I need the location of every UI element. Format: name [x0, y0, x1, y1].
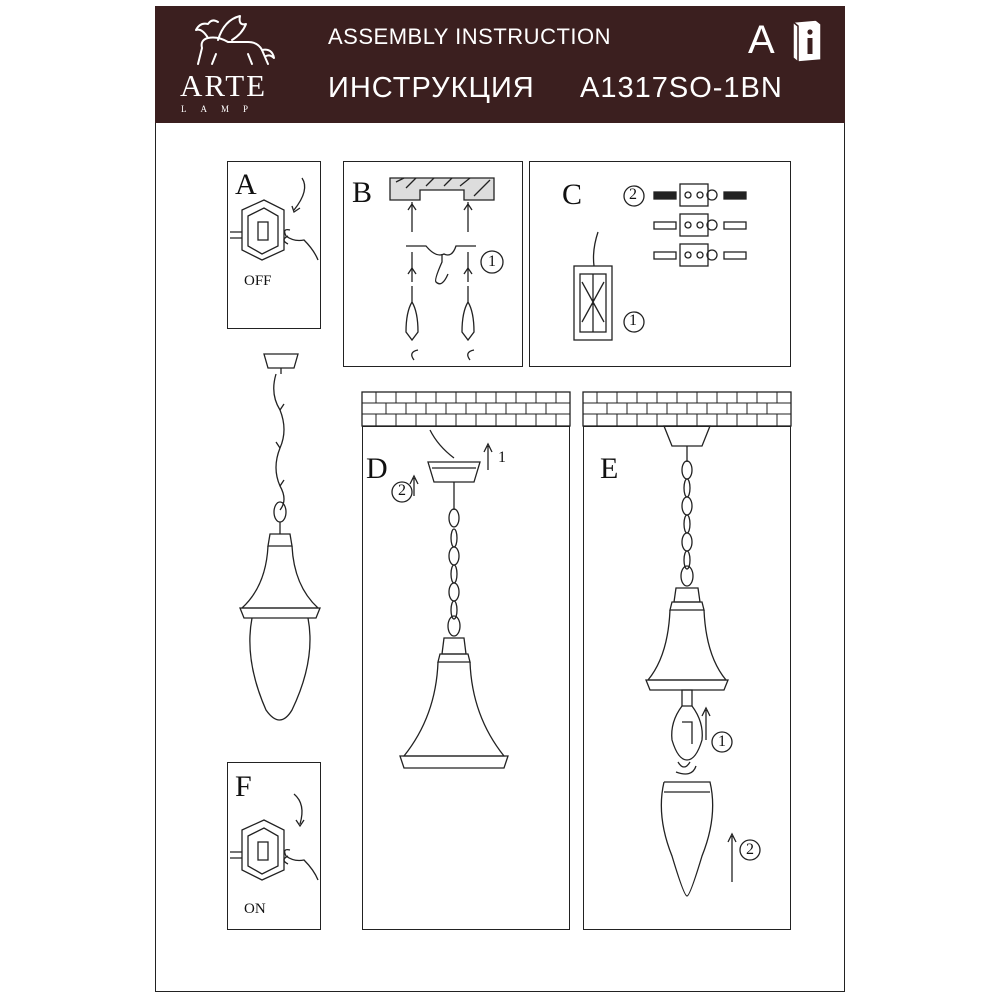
step-f-state: ON — [244, 901, 266, 917]
griffin-logo-icon — [188, 14, 278, 70]
title-russian: ИНСТРУКЦИЯ — [328, 72, 535, 104]
info-book-icon — [790, 18, 824, 62]
ceiling-brick-d — [362, 392, 570, 426]
wall-switch-on-icon — [230, 790, 320, 890]
step-b-label: B — [352, 176, 373, 209]
step-b-num-1: 1 — [488, 253, 496, 270]
step-c-num-1: 1 — [629, 312, 637, 329]
bulb-shade-illustration — [630, 426, 780, 916]
canopy-chain-illustration — [380, 426, 560, 786]
step-d-num-1: 1 — [498, 449, 506, 466]
ceiling-brick-e — [583, 392, 791, 426]
step-d-label: D — [366, 452, 388, 485]
wall-switch-icon — [230, 170, 320, 270]
step-e-label: E — [600, 452, 619, 485]
step-f-label: F — [235, 770, 252, 803]
brand-wordmark: ARTE — [180, 68, 268, 103]
step-e-num-2: 2 — [746, 841, 754, 858]
language-letter: A — [748, 18, 775, 62]
brand-subtitle: LAMP — [181, 104, 263, 114]
step-c-num-2: 2 — [629, 186, 637, 203]
assembled-lamp-illustration — [236, 350, 326, 730]
step-a-state: OFF — [244, 273, 272, 289]
model-code: A1317SO-1BN — [580, 72, 783, 104]
wiring-terminal-illustration — [530, 162, 790, 366]
step-d-num-2: 2 — [398, 482, 406, 499]
step-e-num-1: 1 — [718, 733, 726, 750]
title-english: ASSEMBLY INSTRUCTION — [328, 24, 612, 49]
step-c-label: C — [562, 178, 583, 211]
step-a-label: A — [235, 168, 257, 201]
